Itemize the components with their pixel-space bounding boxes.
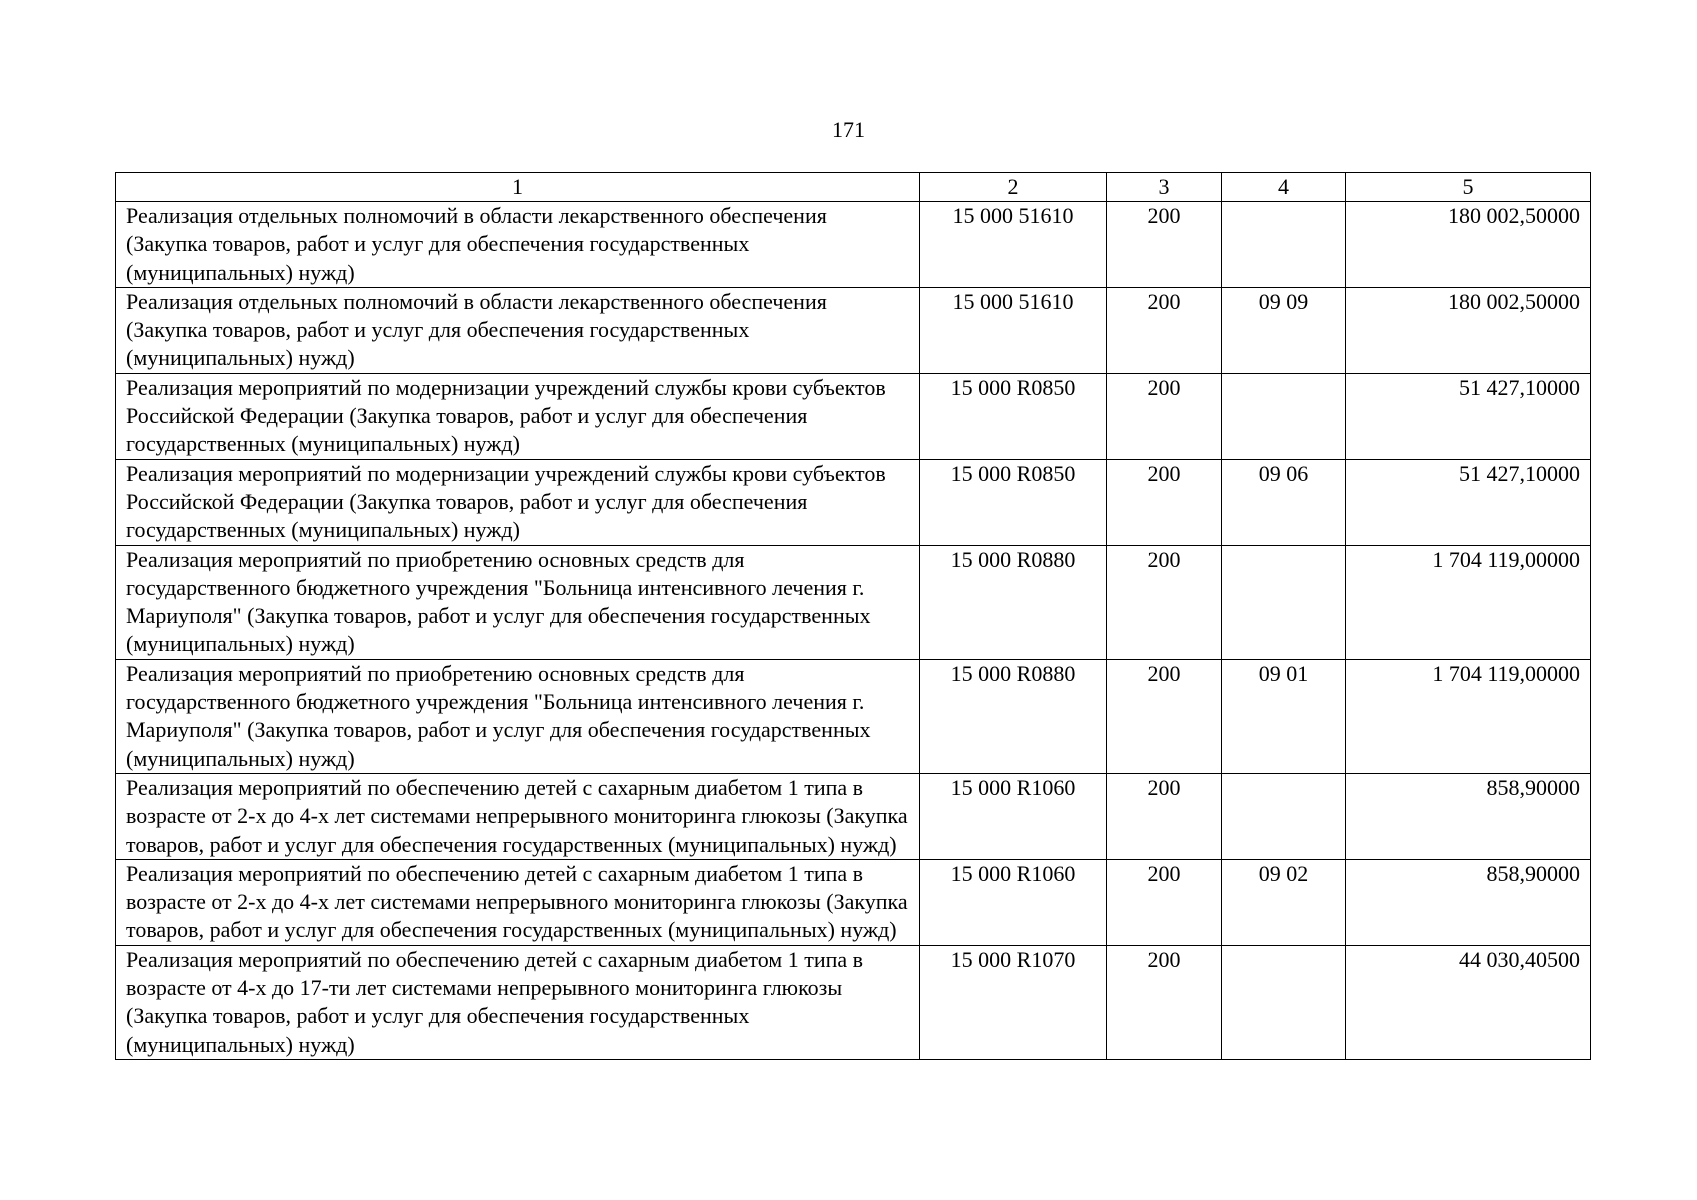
- row-amount: 51 427,10000: [1346, 459, 1591, 545]
- table-row: [116, 287, 1591, 373]
- row-type: 200: [1107, 202, 1222, 288]
- table-row: [116, 859, 1591, 945]
- row-code: 15 000 R0850: [920, 373, 1107, 459]
- header-col-2: 2: [920, 173, 1107, 202]
- row-type: 200: [1107, 459, 1222, 545]
- row-type: 200: [1107, 945, 1222, 1059]
- row-name: Реализация мероприятий по обеспечению детей с сахарным диабетом 1 типа в возрасте от 2-х до 4-х лет системами непрерывного мониторинга глюкозы (Закупка товаров, работ и услуг для обеспечения государственных (муниципальных) нужд): [116, 859, 920, 945]
- row-amount: 180 002,50000: [1346, 287, 1591, 373]
- header-col-4: 4: [1222, 173, 1346, 202]
- table-row: [116, 773, 1591, 859]
- row-amount: 51 427,10000: [1346, 373, 1591, 459]
- row-section: [1222, 773, 1346, 859]
- budget-table: [115, 172, 1591, 1060]
- row-amount: 44 030,40500: [1346, 945, 1591, 1059]
- row-amount: 858,90000: [1346, 859, 1591, 945]
- row-type: 200: [1107, 545, 1222, 659]
- header-col-3: 3: [1107, 173, 1222, 202]
- row-type: 200: [1107, 773, 1222, 859]
- table-row: [116, 373, 1591, 459]
- row-code: 15 000 R1070: [920, 945, 1107, 1059]
- row-amount: 1 704 119,00000: [1346, 659, 1591, 773]
- row-name: Реализация отдельных полномочий в области лекарственного обеспечения (Закупка товаров, работ и услуг для обеспечения государственных (муниципальных) нужд): [116, 287, 920, 373]
- row-amount: 180 002,50000: [1346, 202, 1591, 288]
- row-name: Реализация мероприятий по обеспечению детей с сахарным диабетом 1 типа в возрасте от 2-х до 4-х лет системами непрерывного мониторинга глюкозы (Закупка товаров, работ и услуг для обеспечения государственных (муниципальных) нужд): [116, 773, 920, 859]
- row-code: 15 000 51610: [920, 287, 1107, 373]
- row-section: [1222, 545, 1346, 659]
- row-type: 200: [1107, 859, 1222, 945]
- row-section: 09 01: [1222, 659, 1346, 773]
- row-section: [1222, 945, 1346, 1059]
- row-code: 15 000 R0880: [920, 659, 1107, 773]
- row-name: Реализация мероприятий по модернизации учреждений службы крови субъектов Российской Федерации (Закупка товаров, работ и услуг для обеспечения государственных (муниципальных) нужд): [116, 373, 920, 459]
- row-name: Реализация мероприятий по обеспечению детей с сахарным диабетом 1 типа в возрасте от 4-х до 17-ти лет системами непрерывного мониторинга глюкозы (Закупка товаров, работ и услуг для обеспечения государственных (муниципальных) нужд): [116, 945, 920, 1059]
- table-row: [116, 659, 1591, 773]
- row-section: [1222, 373, 1346, 459]
- row-section: [1222, 202, 1346, 288]
- row-name: Реализация мероприятий по модернизации учреждений службы крови субъектов Российской Федерации (Закупка товаров, работ и услуг для обеспечения государственных (муниципальных) нужд): [116, 459, 920, 545]
- table-row: [116, 459, 1591, 545]
- row-type: 200: [1107, 373, 1222, 459]
- row-section: 09 09: [1222, 287, 1346, 373]
- row-code: 15 000 51610: [920, 202, 1107, 288]
- row-section: 09 02: [1222, 859, 1346, 945]
- table-row: [116, 945, 1591, 1059]
- row-code: 15 000 R0850: [920, 459, 1107, 545]
- row-code: 15 000 R1060: [920, 859, 1107, 945]
- row-amount: 858,90000: [1346, 773, 1591, 859]
- header-col-1: 1: [116, 173, 920, 202]
- row-amount: 1 704 119,00000: [1346, 545, 1591, 659]
- row-name: Реализация мероприятий по приобретению основных средств для государственного бюджетного учреждения "Больница интенсивного лечения г. Мариуполя" (Закупка товаров, работ и услуг для обеспечения государственных (муниципальных) нужд): [116, 545, 920, 659]
- row-name: Реализация мероприятий по приобретению основных средств для государственного бюджетного учреждения "Больница интенсивного лечения г. Мариуполя" (Закупка товаров, работ и услуг для обеспечения государственных (муниципальных) нужд): [116, 659, 920, 773]
- header-col-5: 5: [1346, 173, 1591, 202]
- page-number: 171: [832, 117, 865, 142]
- table-row: [116, 545, 1591, 659]
- row-code: 15 000 R0880: [920, 545, 1107, 659]
- row-type: 200: [1107, 659, 1222, 773]
- row-name: Реализация отдельных полномочий в области лекарственного обеспечения (Закупка товаров, работ и услуг для обеспечения государственных (муниципальных) нужд): [116, 202, 920, 288]
- row-type: 200: [1107, 287, 1222, 373]
- header-row: [116, 173, 1591, 202]
- row-section: 09 06: [1222, 459, 1346, 545]
- row-code: 15 000 R1060: [920, 773, 1107, 859]
- table-row: [116, 202, 1591, 288]
